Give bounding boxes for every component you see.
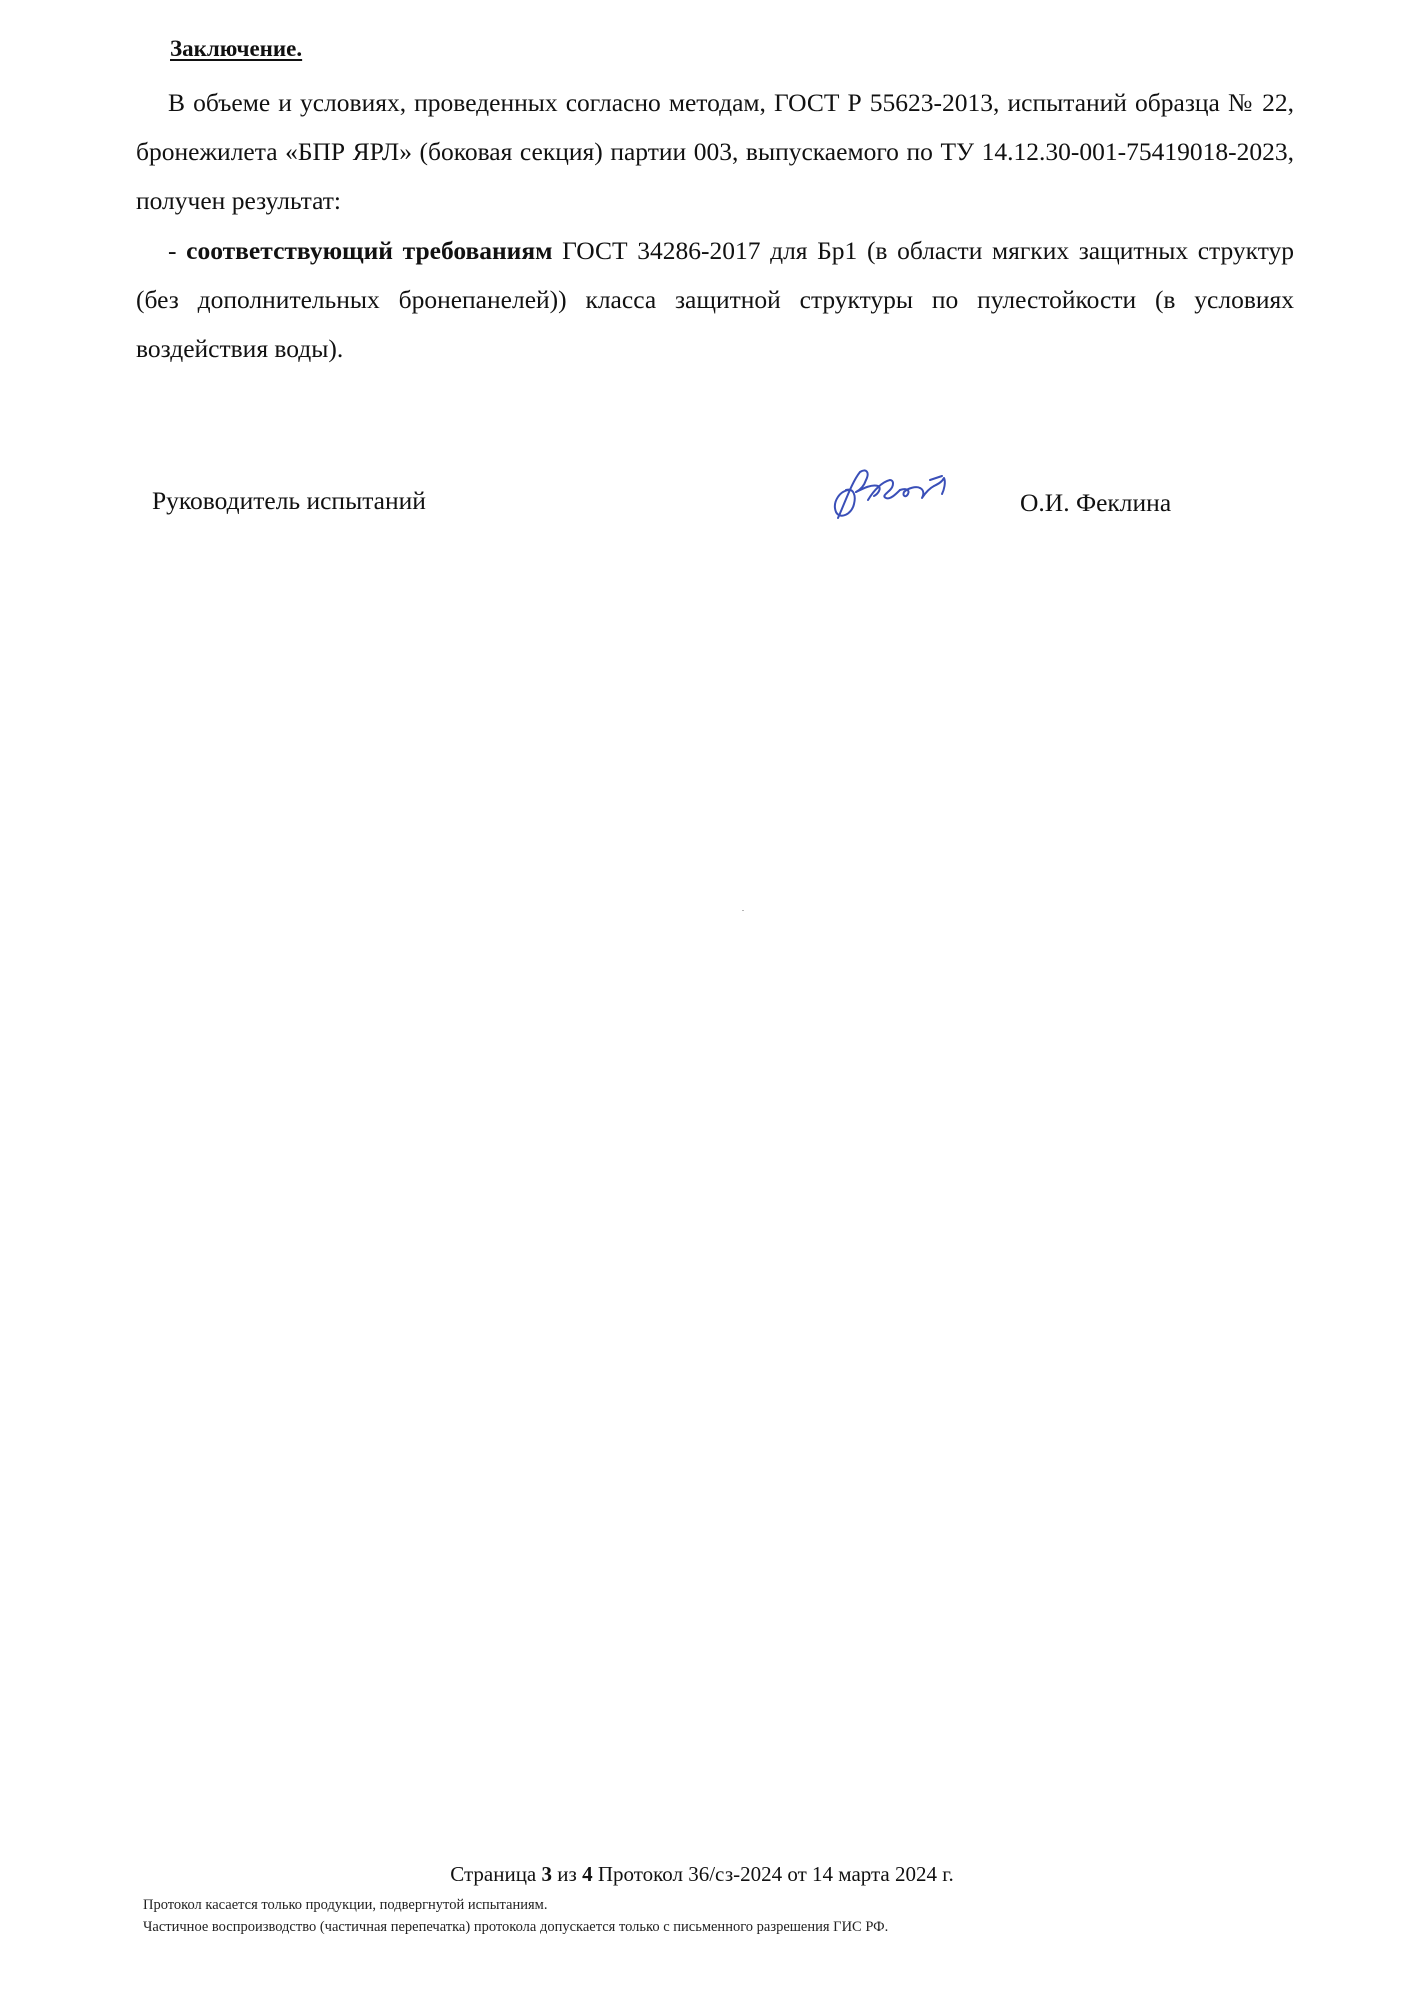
footer-note-reproduction: Частичное воспроизводство (частичная перепечатка) протокола допускается только с письменного разрешения ГИС РФ. — [143, 1919, 889, 1935]
conclusion-text: В объеме и условиях, проведенных согласно методам, ГОСТ Р 55623-2013, испытаний образца № 22, бронежилета «БПР ЯРЛ» (боковая секция) партии 003, выпускаемого по ТУ 14.12.30-001-75419018-2023, получен результат: — [136, 88, 1294, 215]
page-of: из — [557, 1862, 577, 1886]
page-current: 3 — [541, 1862, 553, 1886]
result-prefix: - — [168, 236, 187, 265]
protocol-reference: Протокол 36/сз-2024 от 14 марта 2024 г. — [597, 1862, 954, 1886]
result-paragraph — [136, 226, 1294, 373]
conclusion-paragraph — [136, 78, 1294, 225]
signatory-title: Руководитель испытаний — [152, 486, 426, 515]
page-total: 4 — [582, 1862, 593, 1886]
scan-artifact — [742, 910, 744, 911]
signature-icon — [820, 460, 970, 530]
result-text: ГОСТ 34286-2017 для Бр1 (в области мягких защитных структур (без дополнительных бронепанелей)) класса защитной структуры по пулестойкости (в условиях воздействия воды). — [136, 236, 1295, 363]
footer-note-scope: Протокол касается только продукции, подвергнутой испытаниям. — [143, 1897, 548, 1913]
page-footer — [0, 1862, 1414, 1887]
result-verdict: соответствующий требованиям — [186, 236, 553, 265]
conclusion-heading: Заключение. — [170, 36, 303, 61]
signatory-name: О.И. Феклина — [1020, 488, 1172, 517]
page-label: Страница — [450, 1862, 537, 1886]
